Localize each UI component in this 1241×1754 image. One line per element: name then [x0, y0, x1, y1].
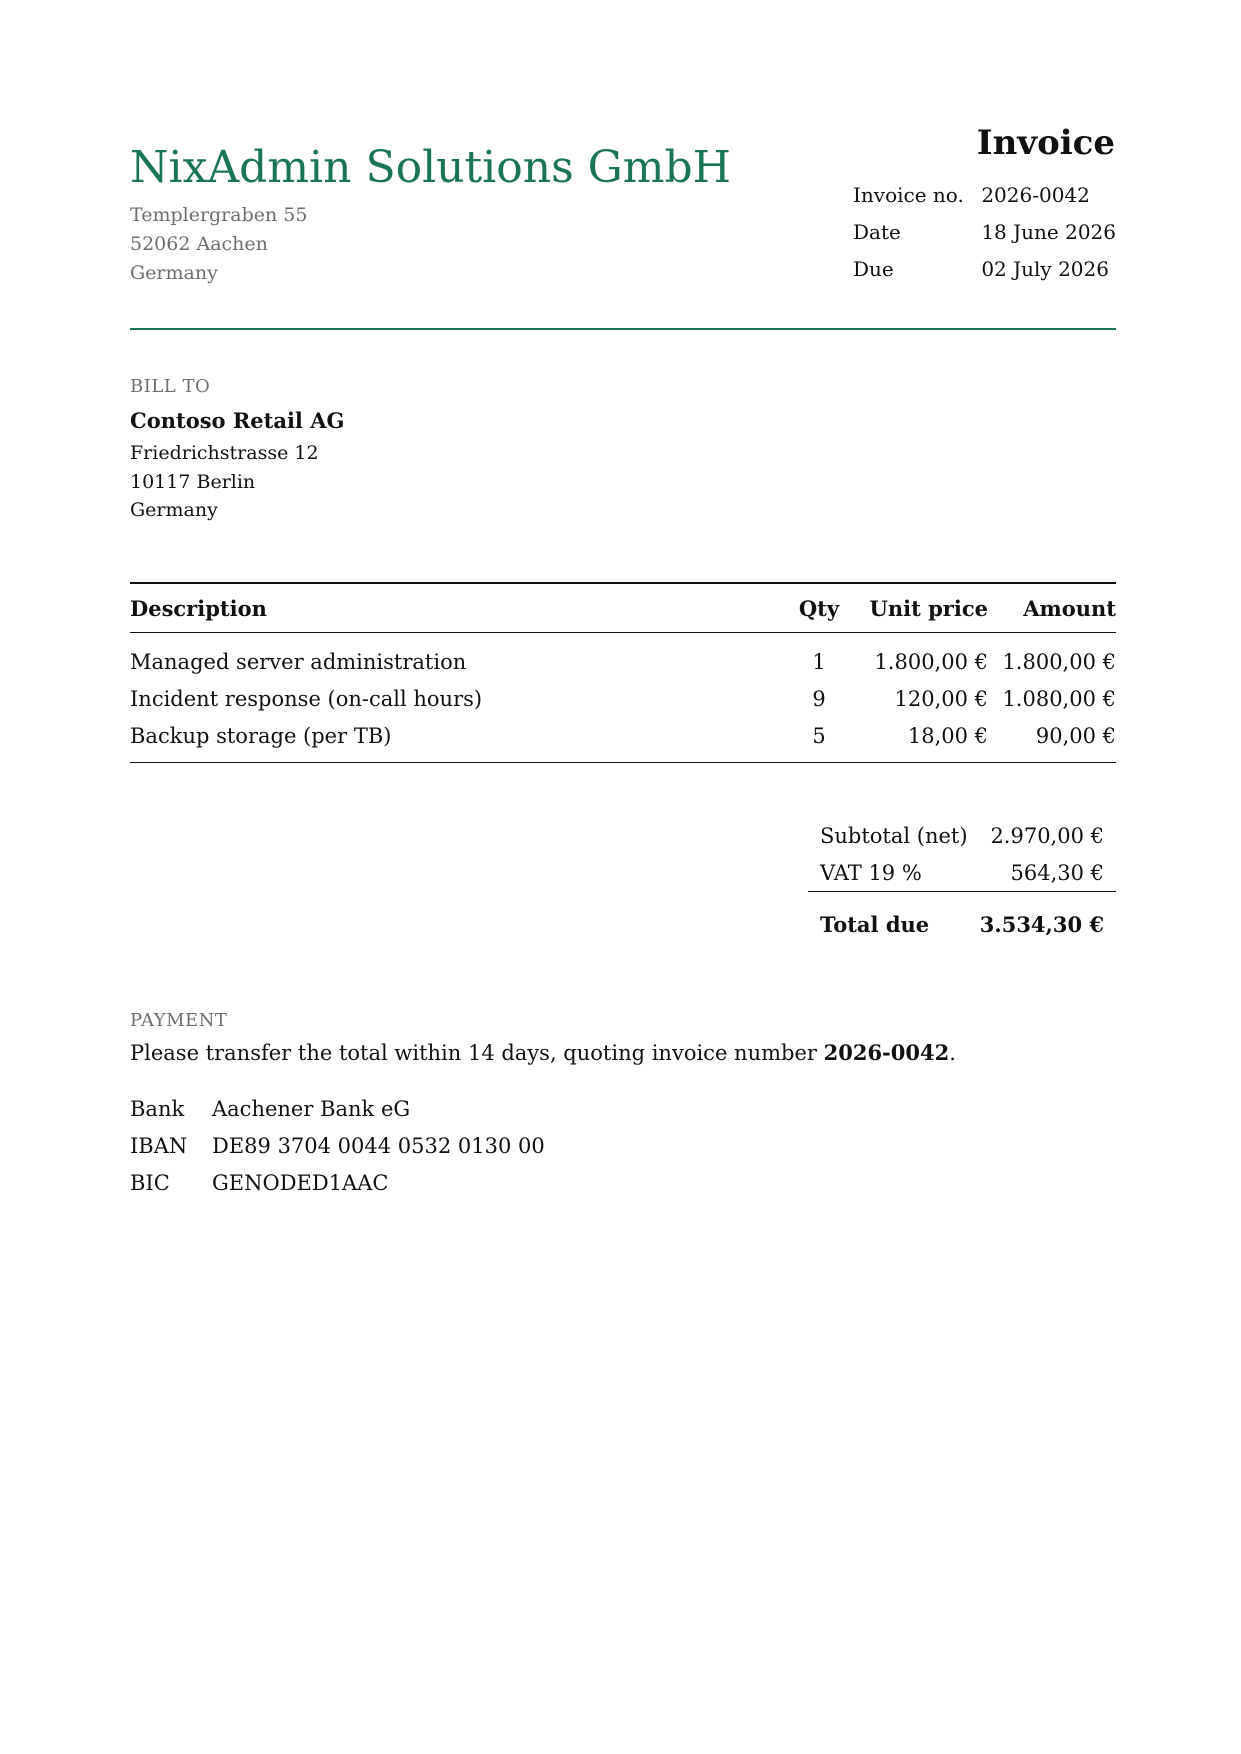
total-due-label: Total due	[808, 892, 974, 949]
client-address-line: 10117 Berlin	[130, 470, 256, 493]
table-header-row	[130, 583, 1116, 633]
bill-to-heading: BILL TO	[130, 376, 211, 397]
header-description: Description	[130, 595, 267, 621]
iban-value: DE89 3704 0044 0532 0130 00	[212, 1133, 545, 1158]
meta-value: 18 June 2026	[981, 219, 1116, 244]
payment-invoice-ref: 2026-0042	[823, 1040, 950, 1065]
vat-row	[808, 854, 1116, 892]
meta-row-date	[853, 213, 1116, 250]
table-row	[130, 680, 1116, 717]
company-address	[130, 201, 307, 288]
payment-text-before: Please transfer the total within 14 days, quoting invoice number	[130, 1041, 824, 1065]
company-address-line: Germany	[130, 262, 218, 284]
item-qty: 1	[812, 649, 826, 674]
bank-value: Aachener Bank eG	[212, 1096, 411, 1121]
bank-label: Bank	[130, 1096, 185, 1121]
vat-value: 564,30 €	[1010, 860, 1104, 885]
item-qty: 9	[812, 686, 826, 711]
meta-value: 2026-0042	[981, 182, 1090, 207]
item-unit-price: 18,00 €	[907, 723, 988, 748]
item-description: Backup storage (per TB)	[130, 723, 392, 748]
total-due-value: 3.534,30 €	[974, 892, 1116, 949]
meta-value: 02 July 2026	[981, 256, 1109, 281]
item-description: Incident response (on-call hours)	[130, 686, 483, 711]
iban-label: IBAN	[130, 1133, 188, 1158]
payment-text-after: .	[949, 1041, 956, 1065]
payment-instructions	[130, 1040, 956, 1065]
line-items-table	[130, 582, 1116, 763]
meta-label: Due	[853, 256, 894, 281]
item-qty: 5	[812, 723, 826, 748]
iban-row	[130, 1127, 545, 1164]
bic-label: BIC	[130, 1170, 170, 1195]
header-divider	[130, 328, 1116, 330]
table-row	[130, 633, 1116, 681]
vat-label: VAT 19 %	[820, 860, 922, 885]
bic-row	[130, 1164, 545, 1201]
item-amount: 1.080,00 €	[1002, 686, 1116, 711]
totals-table	[808, 817, 1116, 948]
meta-row-invoice-no	[853, 176, 1116, 213]
header-qty: Qty	[798, 595, 840, 621]
item-description: Managed server administration	[130, 649, 467, 674]
item-unit-price: 1.800,00 €	[874, 649, 988, 674]
payment-heading: PAYMENT	[130, 1010, 228, 1031]
client-name: Contoso Retail AG	[130, 408, 345, 433]
item-amount: 1.800,00 €	[1002, 649, 1116, 674]
header-amount: Amount	[1023, 595, 1116, 621]
item-unit-price: 120,00 €	[894, 686, 988, 711]
document-title: Invoice	[976, 123, 1115, 163]
total-due-row	[808, 892, 1116, 949]
subtotal-row	[808, 817, 1116, 854]
subtotal-label: Subtotal (net)	[820, 823, 968, 848]
client-address-line: Germany	[130, 499, 218, 521]
bank-details	[130, 1090, 545, 1201]
company-address-line: 52062 Aachen	[130, 233, 268, 255]
bank-row	[130, 1090, 545, 1127]
client-address-line: Friedrichstrasse 12	[130, 442, 319, 464]
item-amount: 90,00 €	[1035, 723, 1116, 748]
meta-label: Invoice no.	[853, 182, 964, 207]
company-address-line: Templergraben 55	[130, 204, 308, 226]
meta-row-due	[853, 250, 1116, 287]
company-name: NixAdmin Solutions GmbH	[130, 142, 732, 193]
invoice-meta	[853, 176, 1116, 287]
meta-label: Date	[853, 219, 901, 244]
subtotal-value: 2.970,00 €	[990, 823, 1104, 848]
client-address	[130, 439, 319, 525]
table-row	[130, 717, 1116, 763]
bic-value: GENODED1AAC	[212, 1170, 389, 1195]
header-unit-price: Unit price	[869, 595, 988, 621]
